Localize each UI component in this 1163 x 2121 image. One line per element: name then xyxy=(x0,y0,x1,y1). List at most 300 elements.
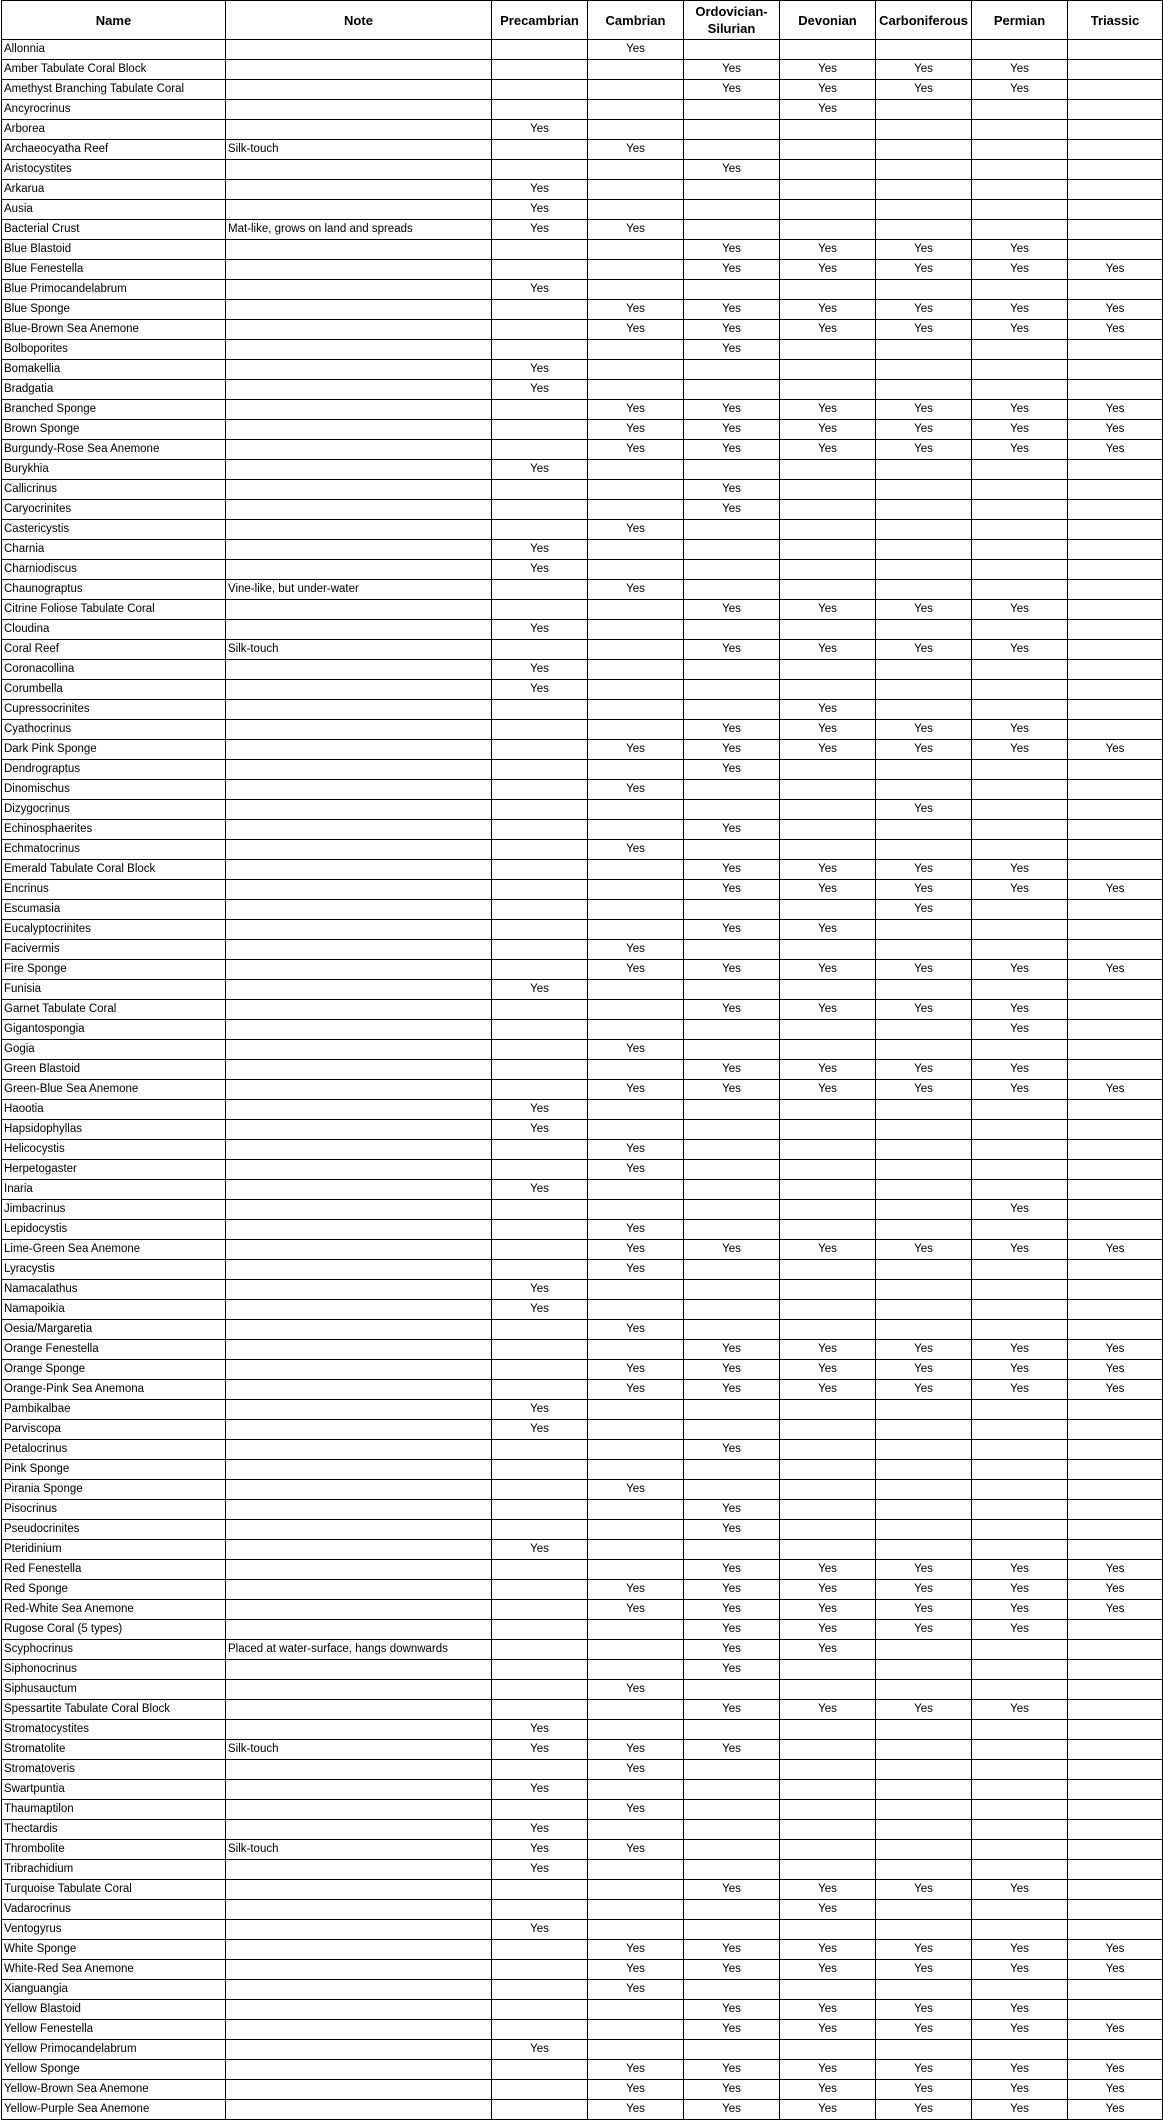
devonian-cell[interactable]: Yes xyxy=(780,1580,876,1600)
precambrian-cell[interactable]: Yes xyxy=(492,360,588,380)
column-header-name[interactable]: Name xyxy=(2,1,226,40)
permian-cell[interactable] xyxy=(972,1540,1068,1560)
carboniferous-cell[interactable]: Yes xyxy=(876,240,972,260)
precambrian-cell[interactable] xyxy=(492,1640,588,1660)
note-cell[interactable] xyxy=(226,1220,492,1240)
cambrian-cell[interactable] xyxy=(588,160,684,180)
carboniferous-cell[interactable] xyxy=(876,1540,972,1560)
column-header-cambrian[interactable]: Cambrian xyxy=(588,1,684,40)
carboniferous-cell[interactable] xyxy=(876,1980,972,2000)
permian-cell[interactable]: Yes xyxy=(972,1960,1068,1980)
name-cell[interactable]: Arborea xyxy=(2,120,226,140)
triassic-cell[interactable] xyxy=(1068,1000,1163,1020)
carboniferous-cell[interactable] xyxy=(876,1720,972,1740)
precambrian-cell[interactable] xyxy=(492,1160,588,1180)
precambrian-cell[interactable] xyxy=(492,760,588,780)
precambrian-cell[interactable]: Yes xyxy=(492,1860,588,1880)
triassic-cell[interactable] xyxy=(1068,2000,1163,2020)
ordovician-silurian-cell[interactable] xyxy=(684,1820,780,1840)
note-cell[interactable] xyxy=(226,1920,492,1940)
triassic-cell[interactable] xyxy=(1068,1300,1163,1320)
cambrian-cell[interactable]: Yes xyxy=(588,1040,684,1060)
cambrian-cell[interactable]: Yes xyxy=(588,420,684,440)
triassic-cell[interactable]: Yes xyxy=(1068,1340,1163,1360)
devonian-cell[interactable]: Yes xyxy=(780,860,876,880)
precambrian-cell[interactable] xyxy=(492,840,588,860)
triassic-cell[interactable] xyxy=(1068,1540,1163,1560)
note-cell[interactable] xyxy=(226,520,492,540)
note-cell[interactable] xyxy=(226,260,492,280)
triassic-cell[interactable] xyxy=(1068,1480,1163,1500)
ordovician-silurian-cell[interactable]: Yes xyxy=(684,420,780,440)
note-cell[interactable] xyxy=(226,1400,492,1420)
carboniferous-cell[interactable]: Yes xyxy=(876,1360,972,1380)
precambrian-cell[interactable] xyxy=(492,2000,588,2020)
precambrian-cell[interactable] xyxy=(492,420,588,440)
note-cell[interactable] xyxy=(226,1700,492,1720)
triassic-cell[interactable]: Yes xyxy=(1068,1360,1163,1380)
triassic-cell[interactable]: Yes xyxy=(1068,1080,1163,1100)
cambrian-cell[interactable]: Yes xyxy=(588,2080,684,2100)
permian-cell[interactable] xyxy=(972,1300,1068,1320)
name-cell[interactable]: Encrinus xyxy=(2,880,226,900)
triassic-cell[interactable] xyxy=(1068,1320,1163,1340)
note-cell[interactable] xyxy=(226,940,492,960)
cambrian-cell[interactable]: Yes xyxy=(588,1320,684,1340)
cambrian-cell[interactable] xyxy=(588,620,684,640)
ordovician-silurian-cell[interactable]: Yes xyxy=(684,1440,780,1460)
carboniferous-cell[interactable] xyxy=(876,460,972,480)
permian-cell[interactable]: Yes xyxy=(972,1060,1068,1080)
permian-cell[interactable]: Yes xyxy=(972,1600,1068,1620)
carboniferous-cell[interactable] xyxy=(876,1660,972,1680)
triassic-cell[interactable]: Yes xyxy=(1068,1580,1163,1600)
devonian-cell[interactable] xyxy=(780,940,876,960)
ordovician-silurian-cell[interactable]: Yes xyxy=(684,300,780,320)
devonian-cell[interactable]: Yes xyxy=(780,740,876,760)
ordovician-silurian-cell[interactable] xyxy=(684,460,780,480)
precambrian-cell[interactable] xyxy=(492,1520,588,1540)
triassic-cell[interactable] xyxy=(1068,1660,1163,1680)
ordovician-silurian-cell[interactable]: Yes xyxy=(684,1940,780,1960)
precambrian-cell[interactable] xyxy=(492,1980,588,2000)
triassic-cell[interactable]: Yes xyxy=(1068,2100,1163,2120)
name-cell[interactable]: Inaria xyxy=(2,1180,226,1200)
triassic-cell[interactable] xyxy=(1068,520,1163,540)
name-cell[interactable]: Cupressocrinites xyxy=(2,700,226,720)
cambrian-cell[interactable] xyxy=(588,1100,684,1120)
cambrian-cell[interactable]: Yes xyxy=(588,1140,684,1160)
triassic-cell[interactable] xyxy=(1068,1900,1163,1920)
carboniferous-cell[interactable] xyxy=(876,140,972,160)
cambrian-cell[interactable] xyxy=(588,500,684,520)
triassic-cell[interactable]: Yes xyxy=(1068,260,1163,280)
ordovician-silurian-cell[interactable]: Yes xyxy=(684,340,780,360)
devonian-cell[interactable] xyxy=(780,1160,876,1180)
note-cell[interactable] xyxy=(226,620,492,640)
carboniferous-cell[interactable] xyxy=(876,120,972,140)
ordovician-silurian-cell[interactable]: Yes xyxy=(684,600,780,620)
ordovician-silurian-cell[interactable]: Yes xyxy=(684,1000,780,1020)
precambrian-cell[interactable]: Yes xyxy=(492,1400,588,1420)
note-cell[interactable] xyxy=(226,680,492,700)
triassic-cell[interactable]: Yes xyxy=(1068,320,1163,340)
devonian-cell[interactable]: Yes xyxy=(780,1700,876,1720)
name-cell[interactable]: Chaunograptus xyxy=(2,580,226,600)
triassic-cell[interactable] xyxy=(1068,140,1163,160)
permian-cell[interactable]: Yes xyxy=(972,600,1068,620)
cambrian-cell[interactable]: Yes xyxy=(588,1760,684,1780)
devonian-cell[interactable] xyxy=(780,1040,876,1060)
note-cell[interactable] xyxy=(226,900,492,920)
precambrian-cell[interactable] xyxy=(492,900,588,920)
cambrian-cell[interactable] xyxy=(588,180,684,200)
name-cell[interactable]: Emerald Tabulate Coral Block xyxy=(2,860,226,880)
ordovician-silurian-cell[interactable]: Yes xyxy=(684,1660,780,1680)
note-cell[interactable] xyxy=(226,1000,492,1020)
permian-cell[interactable] xyxy=(972,500,1068,520)
precambrian-cell[interactable] xyxy=(492,160,588,180)
devonian-cell[interactable] xyxy=(780,2040,876,2060)
devonian-cell[interactable] xyxy=(780,460,876,480)
devonian-cell[interactable] xyxy=(780,480,876,500)
note-cell[interactable] xyxy=(226,880,492,900)
devonian-cell[interactable]: Yes xyxy=(780,960,876,980)
precambrian-cell[interactable] xyxy=(492,80,588,100)
note-cell[interactable] xyxy=(226,360,492,380)
devonian-cell[interactable] xyxy=(780,1300,876,1320)
carboniferous-cell[interactable]: Yes xyxy=(876,260,972,280)
carboniferous-cell[interactable]: Yes xyxy=(876,800,972,820)
carboniferous-cell[interactable]: Yes xyxy=(876,320,972,340)
triassic-cell[interactable] xyxy=(1068,1520,1163,1540)
note-cell[interactable] xyxy=(226,1240,492,1260)
cambrian-cell[interactable]: Yes xyxy=(588,1580,684,1600)
devonian-cell[interactable] xyxy=(780,1220,876,1240)
carboniferous-cell[interactable] xyxy=(876,280,972,300)
cambrian-cell[interactable] xyxy=(588,860,684,880)
note-cell[interactable] xyxy=(226,1800,492,1820)
permian-cell[interactable]: Yes xyxy=(972,60,1068,80)
cambrian-cell[interactable] xyxy=(588,1060,684,1080)
precambrian-cell[interactable] xyxy=(492,1960,588,1980)
ordovician-silurian-cell[interactable] xyxy=(684,1160,780,1180)
cambrian-cell[interactable] xyxy=(588,1900,684,1920)
devonian-cell[interactable] xyxy=(780,980,876,1000)
devonian-cell[interactable] xyxy=(780,660,876,680)
precambrian-cell[interactable] xyxy=(492,1800,588,1820)
note-cell[interactable] xyxy=(226,980,492,1000)
permian-cell[interactable] xyxy=(972,1740,1068,1760)
ordovician-silurian-cell[interactable] xyxy=(684,200,780,220)
carboniferous-cell[interactable] xyxy=(876,580,972,600)
ordovician-silurian-cell[interactable] xyxy=(684,700,780,720)
devonian-cell[interactable] xyxy=(780,780,876,800)
name-cell[interactable]: Blue Primocandelabrum xyxy=(2,280,226,300)
note-cell[interactable]: Silk-touch xyxy=(226,640,492,660)
devonian-cell[interactable]: Yes xyxy=(780,60,876,80)
devonian-cell[interactable]: Yes xyxy=(780,400,876,420)
column-header-carboniferous[interactable]: Carboniferous xyxy=(876,1,972,40)
triassic-cell[interactable]: Yes xyxy=(1068,1960,1163,1980)
note-cell[interactable] xyxy=(226,2100,492,2120)
devonian-cell[interactable] xyxy=(780,560,876,580)
precambrian-cell[interactable]: Yes xyxy=(492,1540,588,1560)
triassic-cell[interactable] xyxy=(1068,900,1163,920)
ordovician-silurian-cell[interactable]: Yes xyxy=(684,960,780,980)
note-cell[interactable] xyxy=(226,1820,492,1840)
note-cell[interactable] xyxy=(226,1060,492,1080)
devonian-cell[interactable]: Yes xyxy=(780,1240,876,1260)
note-cell[interactable] xyxy=(226,540,492,560)
cambrian-cell[interactable] xyxy=(588,1700,684,1720)
carboniferous-cell[interactable] xyxy=(876,500,972,520)
devonian-cell[interactable]: Yes xyxy=(780,880,876,900)
ordovician-silurian-cell[interactable] xyxy=(684,1260,780,1280)
precambrian-cell[interactable]: Yes xyxy=(492,1300,588,1320)
precambrian-cell[interactable] xyxy=(492,440,588,460)
devonian-cell[interactable]: Yes xyxy=(780,640,876,660)
carboniferous-cell[interactable]: Yes xyxy=(876,1960,972,1980)
triassic-cell[interactable] xyxy=(1068,1840,1163,1860)
ordovician-silurian-cell[interactable] xyxy=(684,1220,780,1240)
name-cell[interactable]: Amber Tabulate Coral Block xyxy=(2,60,226,80)
ordovician-silurian-cell[interactable]: Yes xyxy=(684,440,780,460)
ordovician-silurian-cell[interactable] xyxy=(684,1120,780,1140)
note-cell[interactable]: Silk-touch xyxy=(226,1840,492,1860)
ordovician-silurian-cell[interactable] xyxy=(684,1800,780,1820)
devonian-cell[interactable] xyxy=(780,760,876,780)
precambrian-cell[interactable]: Yes xyxy=(492,180,588,200)
ordovician-silurian-cell[interactable]: Yes xyxy=(684,2080,780,2100)
devonian-cell[interactable] xyxy=(780,140,876,160)
carboniferous-cell[interactable]: Yes xyxy=(876,1240,972,1260)
name-cell[interactable]: Yellow Sponge xyxy=(2,2060,226,2080)
carboniferous-cell[interactable] xyxy=(876,980,972,1000)
triassic-cell[interactable] xyxy=(1068,40,1163,60)
name-cell[interactable]: Haootia xyxy=(2,1100,226,1120)
permian-cell[interactable] xyxy=(972,100,1068,120)
precambrian-cell[interactable] xyxy=(492,2020,588,2040)
devonian-cell[interactable]: Yes xyxy=(780,320,876,340)
cambrian-cell[interactable] xyxy=(588,1440,684,1460)
precambrian-cell[interactable] xyxy=(492,1220,588,1240)
devonian-cell[interactable] xyxy=(780,160,876,180)
carboniferous-cell[interactable] xyxy=(876,200,972,220)
triassic-cell[interactable] xyxy=(1068,1880,1163,1900)
carboniferous-cell[interactable] xyxy=(876,660,972,680)
devonian-cell[interactable] xyxy=(780,620,876,640)
devonian-cell[interactable] xyxy=(780,340,876,360)
name-cell[interactable]: Hapsidophyllas xyxy=(2,1120,226,1140)
name-cell[interactable]: Corumbella xyxy=(2,680,226,700)
devonian-cell[interactable]: Yes xyxy=(780,1960,876,1980)
name-cell[interactable]: Brown Sponge xyxy=(2,420,226,440)
triassic-cell[interactable] xyxy=(1068,2040,1163,2060)
note-cell[interactable] xyxy=(226,840,492,860)
permian-cell[interactable] xyxy=(972,1640,1068,1660)
triassic-cell[interactable] xyxy=(1068,780,1163,800)
carboniferous-cell[interactable] xyxy=(876,1200,972,1220)
devonian-cell[interactable] xyxy=(780,1840,876,1860)
name-cell[interactable]: Funisia xyxy=(2,980,226,1000)
triassic-cell[interactable] xyxy=(1068,1460,1163,1480)
ordovician-silurian-cell[interactable]: Yes xyxy=(684,60,780,80)
ordovician-silurian-cell[interactable]: Yes xyxy=(684,80,780,100)
cambrian-cell[interactable]: Yes xyxy=(588,320,684,340)
cambrian-cell[interactable]: Yes xyxy=(588,2100,684,2120)
carboniferous-cell[interactable] xyxy=(876,220,972,240)
ordovician-silurian-cell[interactable]: Yes xyxy=(684,160,780,180)
name-cell[interactable]: Stromatoveris xyxy=(2,1760,226,1780)
permian-cell[interactable] xyxy=(972,160,1068,180)
devonian-cell[interactable]: Yes xyxy=(780,1880,876,1900)
note-cell[interactable] xyxy=(226,60,492,80)
note-cell[interactable] xyxy=(226,860,492,880)
devonian-cell[interactable] xyxy=(780,1280,876,1300)
carboniferous-cell[interactable] xyxy=(876,920,972,940)
carboniferous-cell[interactable] xyxy=(876,1300,972,1320)
permian-cell[interactable]: Yes xyxy=(972,1360,1068,1380)
cambrian-cell[interactable] xyxy=(588,700,684,720)
devonian-cell[interactable]: Yes xyxy=(780,80,876,100)
devonian-cell[interactable]: Yes xyxy=(780,700,876,720)
name-cell[interactable]: Allonnia xyxy=(2,40,226,60)
cambrian-cell[interactable]: Yes xyxy=(588,1840,684,1860)
triassic-cell[interactable] xyxy=(1068,240,1163,260)
permian-cell[interactable] xyxy=(972,1500,1068,1520)
triassic-cell[interactable] xyxy=(1068,1280,1163,1300)
name-cell[interactable]: Pteridinium xyxy=(2,1540,226,1560)
name-cell[interactable]: Dark Pink Sponge xyxy=(2,740,226,760)
carboniferous-cell[interactable]: Yes xyxy=(876,2020,972,2040)
carboniferous-cell[interactable] xyxy=(876,1120,972,1140)
triassic-cell[interactable] xyxy=(1068,620,1163,640)
carboniferous-cell[interactable] xyxy=(876,1020,972,1040)
note-cell[interactable] xyxy=(226,1300,492,1320)
ordovician-silurian-cell[interactable]: Yes xyxy=(684,500,780,520)
cambrian-cell[interactable]: Yes xyxy=(588,1800,684,1820)
permian-cell[interactable] xyxy=(972,1820,1068,1840)
carboniferous-cell[interactable]: Yes xyxy=(876,1700,972,1720)
carboniferous-cell[interactable] xyxy=(876,1260,972,1280)
carboniferous-cell[interactable] xyxy=(876,180,972,200)
note-cell[interactable] xyxy=(226,1900,492,1920)
cambrian-cell[interactable]: Yes xyxy=(588,1240,684,1260)
devonian-cell[interactable] xyxy=(780,1680,876,1700)
devonian-cell[interactable] xyxy=(780,120,876,140)
cambrian-cell[interactable] xyxy=(588,1120,684,1140)
precambrian-cell[interactable] xyxy=(492,740,588,760)
precambrian-cell[interactable] xyxy=(492,1360,588,1380)
precambrian-cell[interactable]: Yes xyxy=(492,1420,588,1440)
cambrian-cell[interactable]: Yes xyxy=(588,1260,684,1280)
devonian-cell[interactable] xyxy=(780,220,876,240)
note-cell[interactable] xyxy=(226,1580,492,1600)
precambrian-cell[interactable] xyxy=(492,260,588,280)
permian-cell[interactable] xyxy=(972,820,1068,840)
carboniferous-cell[interactable]: Yes xyxy=(876,2060,972,2080)
triassic-cell[interactable]: Yes xyxy=(1068,1940,1163,1960)
name-cell[interactable]: Yellow-Brown Sea Anemone xyxy=(2,2080,226,2100)
carboniferous-cell[interactable]: Yes xyxy=(876,1380,972,1400)
note-cell[interactable] xyxy=(226,300,492,320)
devonian-cell[interactable] xyxy=(780,500,876,520)
name-cell[interactable]: Orange Sponge xyxy=(2,1360,226,1380)
carboniferous-cell[interactable]: Yes xyxy=(876,1880,972,1900)
precambrian-cell[interactable]: Yes xyxy=(492,220,588,240)
cambrian-cell[interactable] xyxy=(588,80,684,100)
triassic-cell[interactable]: Yes xyxy=(1068,1380,1163,1400)
cambrian-cell[interactable] xyxy=(588,1200,684,1220)
devonian-cell[interactable] xyxy=(780,1180,876,1200)
note-cell[interactable] xyxy=(226,460,492,480)
devonian-cell[interactable]: Yes xyxy=(780,1360,876,1380)
permian-cell[interactable]: Yes xyxy=(972,2080,1068,2100)
permian-cell[interactable] xyxy=(972,1900,1068,1920)
name-cell[interactable]: Gigantospongia xyxy=(2,1020,226,1040)
devonian-cell[interactable] xyxy=(780,1320,876,1340)
column-header-triassic[interactable]: Triassic xyxy=(1068,1,1163,40)
ordovician-silurian-cell[interactable]: Yes xyxy=(684,920,780,940)
name-cell[interactable]: Pisocrinus xyxy=(2,1500,226,1520)
name-cell[interactable]: Facivermis xyxy=(2,940,226,960)
triassic-cell[interactable] xyxy=(1068,1060,1163,1080)
precambrian-cell[interactable] xyxy=(492,1000,588,1020)
ordovician-silurian-cell[interactable] xyxy=(684,900,780,920)
permian-cell[interactable] xyxy=(972,2040,1068,2060)
note-cell[interactable] xyxy=(226,1440,492,1460)
devonian-cell[interactable] xyxy=(780,1440,876,1460)
carboniferous-cell[interactable] xyxy=(876,1280,972,1300)
permian-cell[interactable] xyxy=(972,360,1068,380)
carboniferous-cell[interactable] xyxy=(876,480,972,500)
ordovician-silurian-cell[interactable] xyxy=(684,1480,780,1500)
ordovician-silurian-cell[interactable]: Yes xyxy=(684,1580,780,1600)
note-cell[interactable] xyxy=(226,2020,492,2040)
devonian-cell[interactable]: Yes xyxy=(780,1620,876,1640)
note-cell[interactable] xyxy=(226,420,492,440)
precambrian-cell[interactable] xyxy=(492,140,588,160)
name-cell[interactable]: Siphusauctum xyxy=(2,1680,226,1700)
note-cell[interactable] xyxy=(226,40,492,60)
note-cell[interactable] xyxy=(226,1380,492,1400)
ordovician-silurian-cell[interactable] xyxy=(684,1720,780,1740)
devonian-cell[interactable]: Yes xyxy=(780,720,876,740)
ordovician-silurian-cell[interactable]: Yes xyxy=(684,1340,780,1360)
carboniferous-cell[interactable] xyxy=(876,780,972,800)
note-cell[interactable] xyxy=(226,2080,492,2100)
note-cell[interactable] xyxy=(226,1980,492,2000)
permian-cell[interactable] xyxy=(972,1480,1068,1500)
permian-cell[interactable] xyxy=(972,1420,1068,1440)
devonian-cell[interactable] xyxy=(780,1020,876,1040)
ordovician-silurian-cell[interactable]: Yes xyxy=(684,240,780,260)
ordovician-silurian-cell[interactable] xyxy=(684,1920,780,1940)
devonian-cell[interactable]: Yes xyxy=(780,2000,876,2020)
triassic-cell[interactable] xyxy=(1068,160,1163,180)
ordovician-silurian-cell[interactable] xyxy=(684,2040,780,2060)
note-cell[interactable] xyxy=(226,1140,492,1160)
carboniferous-cell[interactable] xyxy=(876,1820,972,1840)
precambrian-cell[interactable] xyxy=(492,100,588,120)
precambrian-cell[interactable] xyxy=(492,1380,588,1400)
cambrian-cell[interactable] xyxy=(588,1280,684,1300)
permian-cell[interactable] xyxy=(972,1520,1068,1540)
devonian-cell[interactable] xyxy=(780,820,876,840)
precambrian-cell[interactable] xyxy=(492,1060,588,1080)
permian-cell[interactable]: Yes xyxy=(972,300,1068,320)
